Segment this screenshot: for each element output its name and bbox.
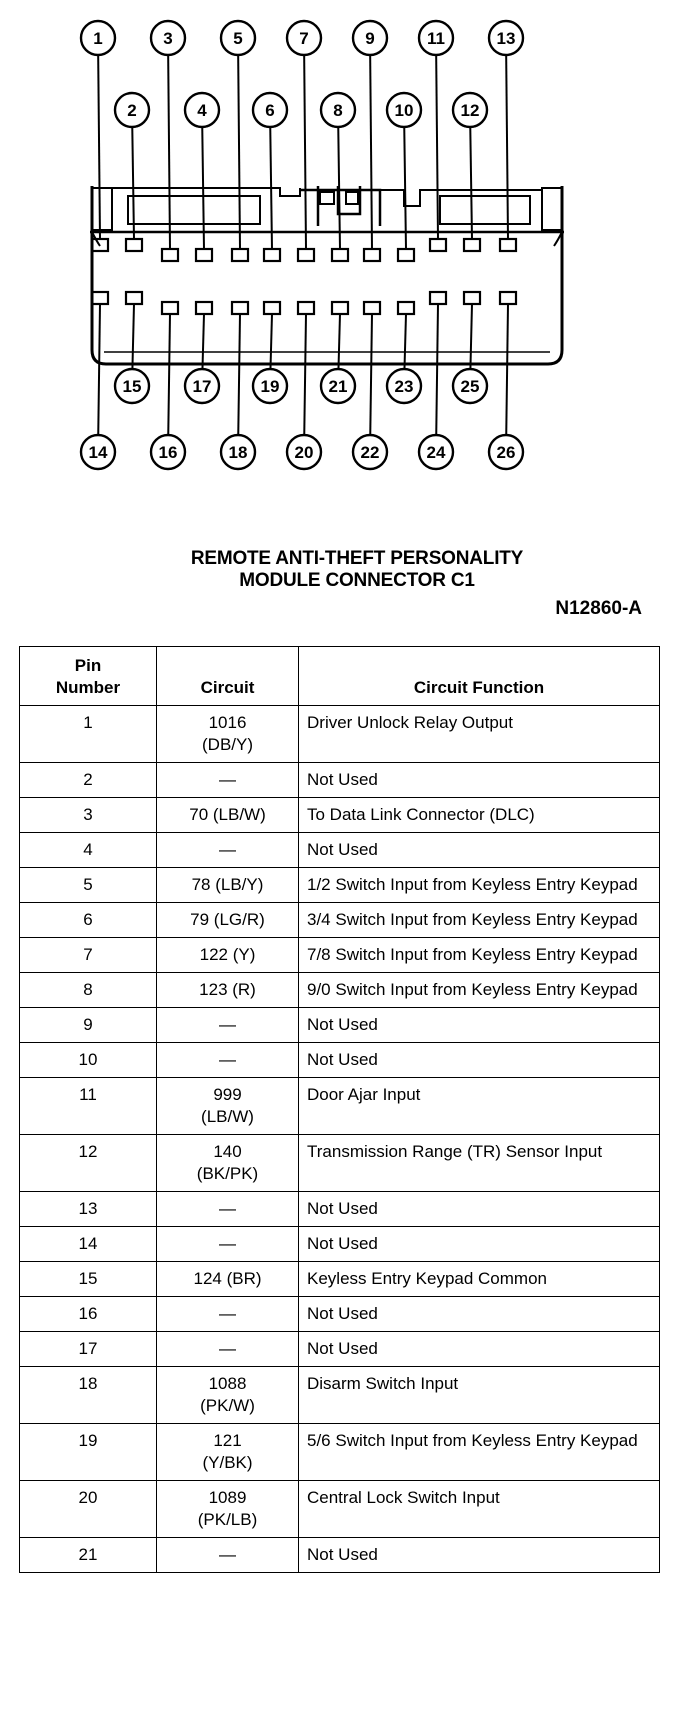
pin-callout-16 [151, 314, 185, 469]
circuit-cell [157, 833, 299, 868]
circuit-line: 1016 [208, 713, 247, 732]
pin-number-cell: 6 [20, 903, 157, 938]
circuit-function-cell: Keyless Entry Keypad Common [299, 1262, 660, 1297]
pin-callout-10-label: 10 [394, 101, 414, 120]
terminal-21 [332, 302, 348, 314]
circuit-function-cell: Disarm Switch Input [299, 1367, 660, 1424]
circuit-line: 999 [213, 1085, 242, 1104]
circuit-function-cell: 3/4 Switch Input from Keyless Entry Keypad [299, 903, 660, 938]
pin-number-cell: 2 [20, 763, 157, 798]
circuit-cell [157, 1135, 299, 1192]
header-pin-line2: Number [55, 678, 121, 697]
circuit-cell [157, 903, 299, 938]
pin-number-cell: 3 [20, 798, 157, 833]
pin-number-cell: 5 [20, 868, 157, 903]
terminal-24 [430, 292, 446, 304]
pin-callout-25 [453, 304, 487, 403]
pin-callout-5-label: 5 [233, 29, 243, 48]
pin-callout-23-label: 23 [394, 377, 414, 396]
terminal-10 [398, 249, 414, 261]
pin-number-cell: 14 [20, 1227, 157, 1262]
pin-callout-17-label: 17 [192, 377, 212, 396]
circuit-cell [157, 798, 299, 833]
pin-callout-15-label: 15 [122, 377, 142, 396]
header-circuit: Circuit [157, 647, 299, 706]
pin-callout-9-label: 9 [365, 29, 375, 48]
connector-body [90, 186, 564, 364]
pin-number-cell: 10 [20, 1043, 157, 1078]
table-row [20, 868, 660, 903]
pin-number-cell: 7 [20, 938, 157, 973]
table-row [20, 1227, 660, 1262]
circuit-cell [157, 1043, 299, 1078]
pin-callout-12-label: 12 [460, 101, 480, 120]
circuit-function-cell: Not Used [299, 1538, 660, 1573]
table-row [20, 763, 660, 798]
pin-callout-11-label: 11 [427, 29, 445, 48]
table-row [20, 973, 660, 1008]
pin-callout-1-label: 1 [93, 29, 103, 48]
circuit-line: — [219, 1199, 236, 1218]
pin-number-cell: 4 [20, 833, 157, 868]
pin-callout-10 [387, 93, 421, 249]
table-row [20, 1008, 660, 1043]
pin-callout-18-label: 18 [228, 443, 248, 462]
pin-number-cell: 20 [20, 1481, 157, 1538]
circuit-function-cell: Not Used [299, 1227, 660, 1262]
table-row [20, 938, 660, 973]
pin-number-cell: 8 [20, 973, 157, 1008]
circuit-function-cell: Not Used [299, 763, 660, 798]
pin-callout-19 [253, 314, 287, 403]
table-row [20, 1262, 660, 1297]
terminal-26 [500, 292, 516, 304]
table-row [20, 1135, 660, 1192]
diagram-caption [0, 548, 688, 592]
table-row [20, 1192, 660, 1227]
table-header-row [20, 647, 660, 706]
circuit-function-cell: Driver Unlock Relay Output [299, 706, 660, 763]
pin-callout-4 [185, 93, 219, 249]
table-row [20, 903, 660, 938]
pin-callout-1 [81, 21, 115, 239]
pin-callout-14-label: 14 [88, 443, 108, 462]
table-row [20, 706, 660, 763]
circuit-line: — [219, 1545, 236, 1564]
circuit-cell [157, 1008, 299, 1043]
pin-callout-20-label: 20 [294, 443, 314, 462]
circuit-line: 1088 [208, 1374, 247, 1393]
pin-callout-2 [115, 93, 149, 239]
pin-callout-24 [419, 304, 453, 469]
terminal-23 [398, 302, 414, 314]
pin-callout-13-label: 13 [496, 29, 516, 48]
circuit-cell [157, 706, 299, 763]
terminal-25 [464, 292, 480, 304]
header-circuit-function: Circuit Function [299, 647, 660, 706]
circuit-function-cell: To Data Link Connector (DLC) [299, 798, 660, 833]
pin-number-cell: 18 [20, 1367, 157, 1424]
pin-callout-24-label: 24 [426, 443, 446, 462]
terminal-20 [298, 302, 314, 314]
terminal-2 [126, 239, 142, 251]
circuit-function-cell: Transmission Range (TR) Sensor Input [299, 1135, 660, 1192]
table-row [20, 1367, 660, 1424]
circuit-line: 70 (LB/W) [189, 805, 266, 824]
pin-callout-26 [489, 304, 523, 469]
pin-callout-13 [489, 21, 523, 239]
pin-callout-11 [419, 21, 453, 239]
circuit-line: — [219, 840, 236, 859]
circuit-line: — [219, 1234, 236, 1253]
pin-number-cell: 11 [20, 1078, 157, 1135]
terminal-12 [464, 239, 480, 251]
terminal-11 [430, 239, 446, 251]
terminal-7 [298, 249, 314, 261]
pin-callout-7 [287, 21, 321, 249]
header-pin-line1: Pin [74, 656, 102, 675]
circuit-cell [157, 1262, 299, 1297]
pin-callout-25-label: 25 [460, 377, 480, 396]
terminal-14 [92, 292, 108, 304]
circuit-function-cell: Not Used [299, 1192, 660, 1227]
pin-callout-19-label: 19 [260, 377, 280, 396]
table-row [20, 1538, 660, 1573]
pin-callout-21 [321, 314, 355, 403]
pin-callout-8 [321, 93, 355, 249]
circuit-line: 122 (Y) [199, 945, 256, 964]
circuit-function-cell: 5/6 Switch Input from Keyless Entry Keypad [299, 1424, 660, 1481]
circuit-cell [157, 1227, 299, 1262]
pin-callout-7-label: 7 [299, 29, 309, 48]
pin-callout-5 [221, 21, 255, 249]
pin-callout-26-label: 26 [496, 443, 516, 462]
circuit-cell [157, 1481, 299, 1538]
circuit-line: — [219, 1015, 236, 1034]
circuit-function-cell: 9/0 Switch Input from Keyless Entry Keypad [299, 973, 660, 1008]
circuit-line: (Y/BK) [202, 1453, 253, 1472]
terminal-19 [264, 302, 280, 314]
table-row [20, 1332, 660, 1367]
table-row [20, 1424, 660, 1481]
circuit-line: 1089 [208, 1488, 247, 1507]
pin-callout-14 [81, 304, 115, 469]
circuit-line: (LB/W) [201, 1107, 254, 1126]
circuit-function-cell: Not Used [299, 833, 660, 868]
circuit-function-cell: Central Lock Switch Input [299, 1481, 660, 1538]
terminal-5 [232, 249, 248, 261]
table-row [20, 1078, 660, 1135]
terminal-17 [196, 302, 212, 314]
pin-callout-20 [287, 314, 321, 469]
circuit-cell [157, 868, 299, 903]
terminal-13 [500, 239, 516, 251]
pin-number-cell: 13 [20, 1192, 157, 1227]
table-row [20, 1481, 660, 1538]
pin-number-cell: 12 [20, 1135, 157, 1192]
pin-callout-23 [387, 314, 421, 403]
circuit-line: — [219, 1050, 236, 1069]
circuit-line: (PK/W) [200, 1396, 255, 1415]
pin-callout-22-label: 22 [360, 443, 380, 462]
pin-callout-22 [353, 314, 387, 469]
circuit-cell [157, 763, 299, 798]
table-row [20, 798, 660, 833]
circuit-line: 121 [213, 1431, 242, 1450]
terminal-8 [332, 249, 348, 261]
pin-number-cell: 9 [20, 1008, 157, 1043]
circuit-function-cell: Door Ajar Input [299, 1078, 660, 1135]
caption-line-2: MODULE CONNECTOR C1 [239, 570, 475, 591]
pin-callout-6 [253, 93, 287, 249]
circuit-function-cell: 7/8 Switch Input from Keyless Entry Keypad [299, 938, 660, 973]
circuit-line: 124 (BR) [193, 1269, 262, 1288]
circuit-cell [157, 1192, 299, 1227]
pin-number-cell: 17 [20, 1332, 157, 1367]
circuit-line: — [219, 770, 236, 789]
circuit-line: — [219, 1339, 236, 1358]
circuit-function-cell: Not Used [299, 1332, 660, 1367]
pin-number-cell: 21 [20, 1538, 157, 1573]
pin-callout-2-label: 2 [127, 101, 137, 120]
pin-callout-6-label: 6 [265, 101, 275, 120]
caption-line-1: REMOTE ANTI-THEFT PERSONALITY [190, 548, 524, 569]
pin-number-cell: 19 [20, 1424, 157, 1481]
circuit-cell [157, 938, 299, 973]
circuit-line: 140 [213, 1142, 242, 1161]
circuit-function-cell: Not Used [299, 1008, 660, 1043]
circuit-line: 123 (R) [199, 980, 256, 999]
circuit-line: (BK/PK) [196, 1164, 259, 1183]
circuit-cell [157, 1367, 299, 1424]
circuit-function-cell: Not Used [299, 1297, 660, 1332]
connector-diagram [0, 0, 688, 540]
pin-callout-21-label: 21 [328, 377, 348, 396]
circuit-line: 78 (LB/Y) [191, 875, 264, 894]
header-pin-number [20, 647, 157, 706]
terminal-16 [162, 302, 178, 314]
pin-callout-3 [151, 21, 185, 249]
terminal-18 [232, 302, 248, 314]
figure-id: N12860-A [555, 598, 642, 619]
pin-callout-4-label: 4 [197, 101, 207, 120]
circuit-cell [157, 973, 299, 1008]
table-row [20, 1043, 660, 1078]
circuit-cell [157, 1297, 299, 1332]
terminal-15 [126, 292, 142, 304]
pin-number-cell: 16 [20, 1297, 157, 1332]
pin-callout-8-label: 8 [333, 101, 343, 120]
pin-callout-17 [185, 314, 219, 403]
pin-table [19, 646, 660, 1573]
circuit-cell [157, 1078, 299, 1135]
circuit-line: 79 (LG/R) [190, 910, 265, 929]
pin-callout-3-label: 3 [163, 29, 173, 48]
pin-number-cell: 1 [20, 706, 157, 763]
terminal-22 [364, 302, 380, 314]
pin-callout-18 [221, 314, 255, 469]
circuit-cell [157, 1332, 299, 1367]
circuit-line: (DB/Y) [202, 735, 253, 754]
circuit-function-cell: 1/2 Switch Input from Keyless Entry Keypad [299, 868, 660, 903]
circuit-line: (PK/LB) [197, 1510, 258, 1529]
pin-callout-16-label: 16 [158, 443, 178, 462]
terminal-4 [196, 249, 212, 261]
table-row [20, 1297, 660, 1332]
pin-callout-15 [115, 304, 149, 403]
pin-number-cell: 15 [20, 1262, 157, 1297]
pin-callout-12 [453, 93, 487, 239]
terminal-6 [264, 249, 280, 261]
circuit-cell [157, 1538, 299, 1573]
terminal-3 [162, 249, 178, 261]
circuit-cell [157, 1424, 299, 1481]
circuit-function-cell: Not Used [299, 1043, 660, 1078]
table-row [20, 833, 660, 868]
terminal-9 [364, 249, 380, 261]
circuit-line: — [219, 1304, 236, 1323]
